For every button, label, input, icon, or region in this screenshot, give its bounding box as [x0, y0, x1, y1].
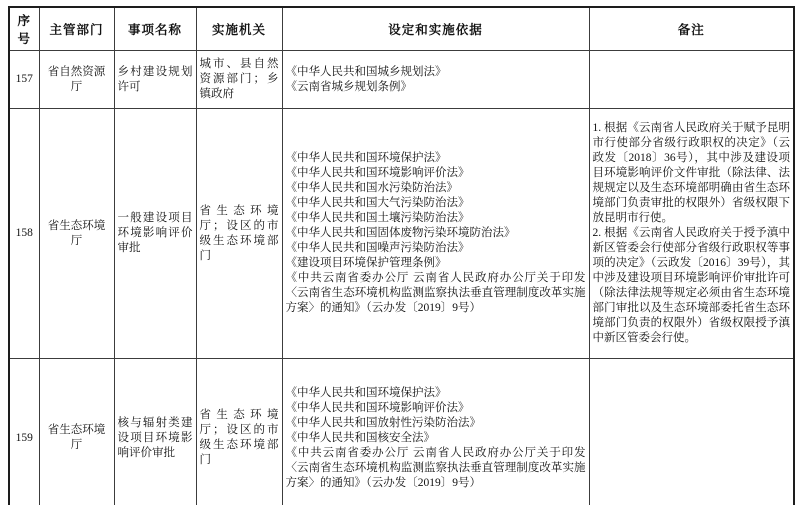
agency-cell: 省生态环境厅；设区的市级生态环境部门 — [196, 359, 282, 505]
basis-line: 《中华人民共和国环境保护法》 — [285, 386, 447, 399]
remarks-cell — [589, 359, 794, 505]
table-row-157 — [9, 51, 794, 109]
basis-line: 《中华人民共和国土壤污染防治法》 — [285, 212, 470, 224]
column-header-agency: 实施机关 — [196, 7, 282, 51]
basis-line: 《中华人民共和国环境影响评价法》 — [285, 401, 470, 414]
column-header-department: 主管部门 — [39, 7, 114, 51]
approval-items-table — [8, 6, 795, 505]
table-row-158 — [9, 109, 794, 359]
column-header-remarks: 备注 — [589, 7, 794, 51]
table-row-159 — [9, 359, 794, 505]
remarks-cell — [589, 109, 794, 359]
column-header-item-name: 事项名称 — [114, 7, 196, 51]
agency-cell: 省生态环境厅；设区的市级生态环境部门 — [196, 109, 282, 359]
basis-line: 《中共云南省委办公厅 云南省人民政府办公厅关于印发〈云南省生态环境机构监测监察执法垂直管理制度改革实施方案〉的通知》（云办发〔2019〕9号） — [285, 272, 586, 314]
department-cell: 省自然资源厅 — [39, 51, 114, 109]
basis-line: 《建设项目环境保护管理条例》 — [285, 257, 447, 269]
item-name-cell: 一般建设项目环境影响评价审批 — [114, 109, 196, 359]
remarks-cell — [589, 51, 794, 109]
basis-line: 《云南省城乡规划条例》 — [285, 80, 412, 93]
basis-line: 《中华人民共和国环境影响评价法》 — [285, 167, 470, 179]
seq-cell: 158 — [9, 109, 39, 359]
basis-line: 《中华人民共和国噪声污染防治法》 — [285, 242, 470, 254]
column-header-basis: 设定和实施依据 — [282, 7, 589, 51]
agency-cell: 城市、县自然资源部门；乡镇政府 — [196, 51, 282, 109]
remark-paragraph: 2. 根据《云南省人民政府关于授予滇中新区管委会行使部分省级行政职权等事项的决定》（云政发〔2016〕39号），其中涉及建设项目环境影响评价审批许可（除法律法规等规定必须由省生态环境部门审批以及生态环境部委托省生态环境部门负责的权限外）省级权限授予滇中新区管委会行使。 — [592, 227, 790, 344]
seq-cell: 157 — [9, 51, 39, 109]
table-header-row — [9, 7, 794, 51]
basis-line: 《中华人民共和国水污染防治法》 — [285, 182, 458, 194]
basis-cell — [282, 359, 589, 505]
basis-line: 《中华人民共和国核安全法》 — [285, 431, 435, 444]
column-header-seq: 序号 — [9, 7, 39, 51]
basis-line: 《中华人民共和国环境保护法》 — [285, 152, 447, 164]
seq-cell: 159 — [9, 359, 39, 505]
department-cell: 省生态环境厅 — [39, 109, 114, 359]
basis-line: 《中华人民共和国城乡规划法》 — [285, 65, 447, 78]
basis-line: 《中共云南省委办公厅 云南省人民政府办公厅关于印发〈云南省生态环境机构监测监察执法垂直管理制度改革实施方案〉的通知》（云办发〔2019〕9号） — [285, 446, 586, 489]
basis-line: 《中华人民共和国固体废物污染环境防治法》 — [285, 227, 516, 239]
item-name-cell: 乡村建设规划许可 — [114, 51, 196, 109]
basis-cell — [282, 51, 589, 109]
item-name-cell: 核与辐射类建设项目环境影响评价审批 — [114, 359, 196, 505]
remark-paragraph: 1. 根据《云南省人民政府关于赋予昆明市行使部分省级行政职权的决定》（云政发〔2018〕36号），其中涉及建设项目环境影响评价文件审批（除法律、法规规定以及生态环境部明确由省生态环境部门负责审批的权限外）省级权限下放昆明市行使。 — [592, 122, 790, 224]
basis-cell — [282, 109, 589, 359]
basis-line: 《中华人民共和国放射性污染防治法》 — [285, 416, 481, 429]
department-cell: 省生态环境厅 — [39, 359, 114, 505]
basis-line: 《中华人民共和国大气污染防治法》 — [285, 197, 470, 209]
